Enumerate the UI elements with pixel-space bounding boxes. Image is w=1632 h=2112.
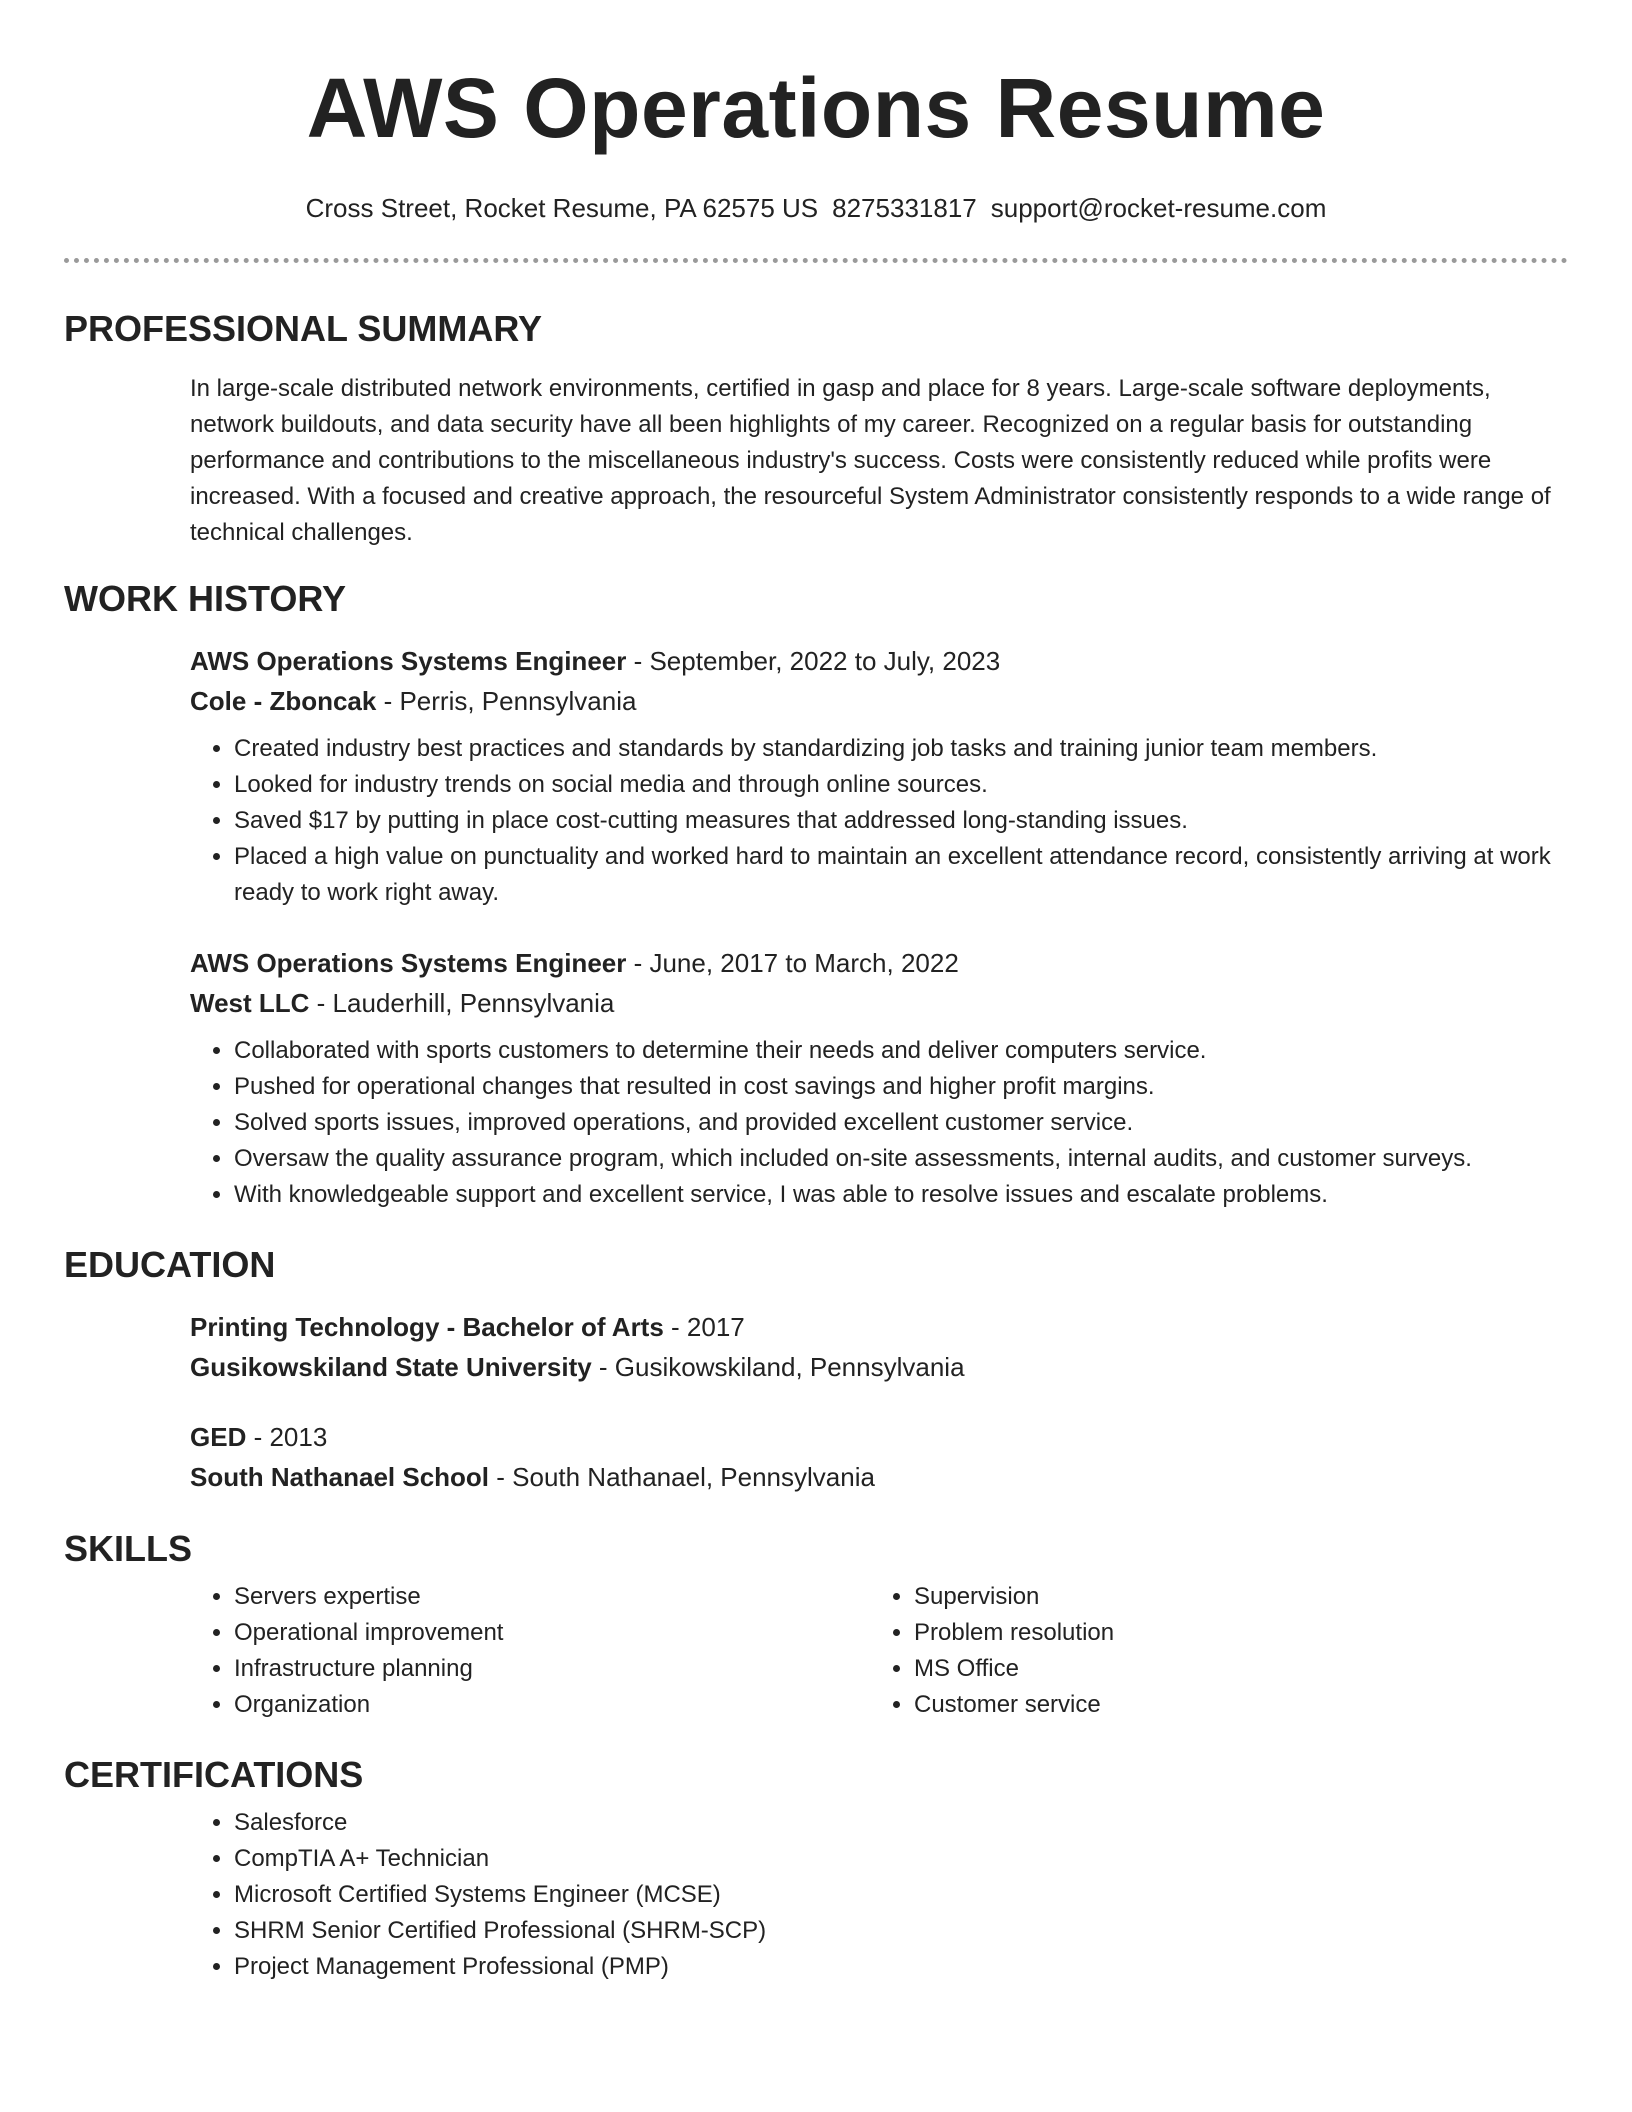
education-entry xyxy=(190,1417,1568,1497)
job-title: AWS Operations Systems Engineer xyxy=(190,646,627,676)
job-company: Cole - Zboncak xyxy=(190,686,377,716)
summary-section xyxy=(64,307,1568,551)
summary-text: In large-scale distributed network environments, certified in gasp and place for 8 years. Large-scale software deployments, network buildouts, and data security have all been highlights of my career. Recognized on a regular basis for outstanding performance and contributions to the miscellaneous industry's success. Costs were consistently reduced while profits were increased. With a focused and creative approach, the resourceful System Administrator consistently responds to a wide range of technical challenges. xyxy=(190,375,1551,546)
job-title-line xyxy=(190,641,1568,681)
job-bullet: • Created industry best practices and standards by standardizing job tasks and training junior team members. xyxy=(234,731,1568,767)
school-location: - Gusikowskiland, Pennsylvania xyxy=(591,1352,965,1382)
job-company-line xyxy=(190,681,1568,721)
degree-line xyxy=(190,1417,1568,1457)
skills-column-right xyxy=(870,1571,1550,1723)
certification-item: • CompTIA A+ Technician xyxy=(234,1841,1568,1877)
skill-item: • Customer service xyxy=(914,1687,1550,1723)
certifications-section xyxy=(64,1753,1568,1985)
certification-item: • Microsoft Certified Systems Engineer (MCSE) xyxy=(234,1877,1568,1913)
education-heading: EDUCATION xyxy=(64,1244,276,1285)
contact-line xyxy=(64,192,1568,224)
skill-item: • Operational improvement xyxy=(234,1615,870,1651)
job-bullet: • Oversaw the quality assurance program, which included on-site assessments, internal audits, and customer surveys. xyxy=(234,1141,1568,1177)
school-location: - South Nathanael, Pennsylvania xyxy=(489,1462,875,1492)
job-company-line xyxy=(190,983,1568,1023)
degree-line xyxy=(190,1307,1568,1347)
work-history-section xyxy=(64,577,1568,1213)
skills-grid xyxy=(190,1571,1568,1723)
degree-year: - 2017 xyxy=(663,1312,745,1342)
job-bullet: • Collaborated with sports customers to determine their needs and deliver computers service. xyxy=(234,1033,1568,1069)
certification-item: • Project Management Professional (PMP) xyxy=(234,1949,1568,1985)
certifications-heading: CERTIFICATIONS xyxy=(64,1754,364,1795)
resume-page xyxy=(64,0,1568,1985)
skill-item: • Problem resolution xyxy=(914,1615,1550,1651)
job-bullet: • Placed a high value on punctuality and worked hard to maintain an excellent attendance record, consistently arriving at work ready to work right away. xyxy=(234,839,1568,911)
job-bullets xyxy=(190,1033,1568,1213)
job-bullet: • Looked for industry trends on social media and through online sources. xyxy=(234,767,1568,803)
job-dates: - June, 2017 to March, 2022 xyxy=(626,948,959,978)
skills-column-left xyxy=(190,1571,870,1723)
contact-email: support@rocket-resume.com xyxy=(990,193,1327,223)
job-location: - Perris, Pennsylvania xyxy=(376,686,637,716)
resume-title: AWS Operations Resume xyxy=(306,61,1326,155)
job-location: - Lauderhill, Pennsylvania xyxy=(309,988,615,1018)
job-company: West LLC xyxy=(190,988,310,1018)
job-title-line xyxy=(190,943,1568,983)
skill-item: • Infrastructure planning xyxy=(234,1651,870,1687)
school-line xyxy=(190,1457,1568,1497)
job-title: AWS Operations Systems Engineer xyxy=(190,948,627,978)
skill-item: • Organization xyxy=(234,1687,870,1723)
skills-section xyxy=(64,1527,1568,1723)
skills-heading: SKILLS xyxy=(64,1528,193,1569)
education-section xyxy=(64,1243,1568,1497)
education-entry xyxy=(190,1307,1568,1387)
job-bullet: • Pushed for operational changes that resulted in cost savings and higher profit margins. xyxy=(234,1069,1568,1105)
skill-item: • MS Office xyxy=(914,1651,1550,1687)
skills-list xyxy=(190,1579,870,1723)
job-bullet: • With knowledgeable support and excellent service, I was able to resolve issues and escalate problems. xyxy=(234,1177,1568,1213)
job-bullet: • Solved sports issues, improved operations, and provided excellent customer service. xyxy=(234,1105,1568,1141)
certifications-list xyxy=(190,1805,1568,1985)
degree: GED xyxy=(190,1422,247,1452)
skills-list xyxy=(870,1579,1550,1723)
header-divider xyxy=(64,258,1568,263)
job-entry xyxy=(190,641,1568,911)
degree-year: - 2013 xyxy=(246,1422,328,1452)
summary-heading: PROFESSIONAL SUMMARY xyxy=(64,308,543,349)
school: South Nathanael School xyxy=(190,1462,490,1492)
degree: Printing Technology - Bachelor of Arts xyxy=(190,1312,664,1342)
certification-item: • SHRM Senior Certified Professional (SHRM-SCP) xyxy=(234,1913,1568,1949)
job-bullet: • Saved $17 by putting in place cost-cutting measures that addressed long-standing issues. xyxy=(234,803,1568,839)
contact-phone: 8275331817 xyxy=(832,193,977,223)
work-history-heading: WORK HISTORY xyxy=(64,578,347,619)
skill-item: • Supervision xyxy=(914,1579,1550,1615)
certification-item: • Salesforce xyxy=(234,1805,1568,1841)
school: Gusikowskiland State University xyxy=(190,1352,592,1382)
job-dates: - September, 2022 to July, 2023 xyxy=(626,646,1001,676)
skill-item: • Servers expertise xyxy=(234,1579,870,1615)
job-entry xyxy=(190,943,1568,1213)
contact-address: Cross Street, Rocket Resume, PA 62575 US xyxy=(305,193,819,223)
job-bullets xyxy=(190,731,1568,911)
school-line xyxy=(190,1347,1568,1387)
